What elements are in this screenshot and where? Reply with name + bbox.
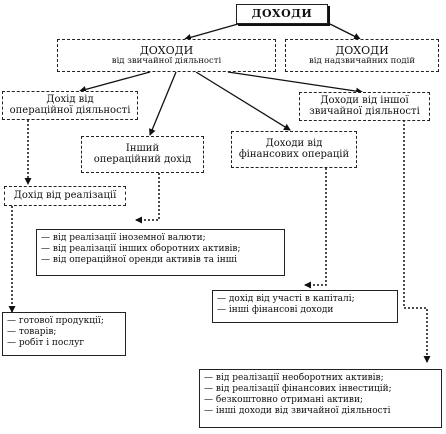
sales-list [2, 312, 126, 356]
sales-income-box [4, 186, 126, 206]
list-item: — безкоштовно отримані активи; [204, 395, 437, 406]
dotted-financial-items [305, 168, 326, 285]
list-item: — товарів; [7, 327, 121, 338]
other-operating-income-box [81, 136, 204, 173]
extraordinary-income-box [285, 39, 439, 72]
other-ordinary-line2: звичайної діяльності [309, 105, 420, 117]
operating-income-box [2, 91, 138, 120]
ordinary-line1: ДОХОДИ [139, 43, 194, 57]
dotted-other-operating-items [136, 173, 159, 220]
title-text: ДОХОДИ [251, 7, 313, 21]
list-item: — інші доходи від звичайної діяльності [204, 406, 437, 417]
extraordinary-line2: від надзвичайних подій [308, 55, 416, 66]
arrow-title-ordinary [185, 24, 238, 39]
list-item: — дохід від участі в капіталі; [217, 294, 393, 305]
arrow-title-extraordinary [330, 24, 360, 39]
financial-line2: фінансових операцій [238, 148, 350, 160]
page-title [236, 4, 328, 24]
other-operating-list [36, 229, 285, 276]
other-ordinary-income-box [299, 92, 430, 121]
list-item: — робіт і послуг [7, 338, 121, 349]
extraordinary-line1: ДОХОДИ [335, 43, 389, 57]
list-item: — готової продукції; [7, 316, 121, 327]
other-ordinary-list [199, 369, 442, 428]
other-ordinary-line1: Доходи від іншої [320, 94, 409, 106]
dotted-other-ordinary-items [404, 120, 427, 362]
list-item: — від реалізації необоротних активів; [204, 373, 437, 384]
other-operating-line1: Інший [125, 142, 160, 154]
arrow-ordinary-other-ordinary [228, 72, 362, 92]
list-item: — інші фінансові доходи [217, 305, 393, 316]
ordinary-income-box [57, 39, 276, 72]
sales-label: Дохід від реалізації [13, 189, 117, 201]
list-item: — від реалізації інших оборотних активів; [41, 244, 280, 255]
arrow-ordinary-operating [80, 72, 150, 91]
financial-income-box [231, 131, 357, 168]
list-item: — від реалізації іноземної валюти; [41, 233, 280, 244]
list-item: — від реалізації фінансових інвестицій; [204, 384, 437, 395]
other-operating-line2: операційний дохід [93, 153, 192, 165]
financial-list [212, 290, 398, 323]
operating-line2: операційної діяльності [9, 104, 131, 116]
financial-line1: Доходи від [265, 137, 323, 149]
arrow-ordinary-financial [196, 72, 290, 130]
ordinary-line2: від звичайної діяльності [111, 55, 222, 66]
operating-line1: Дохід від [46, 93, 94, 105]
arrow-ordinary-other-operating [150, 72, 176, 135]
list-item: — від операційної оренди активів та інші [41, 255, 280, 266]
